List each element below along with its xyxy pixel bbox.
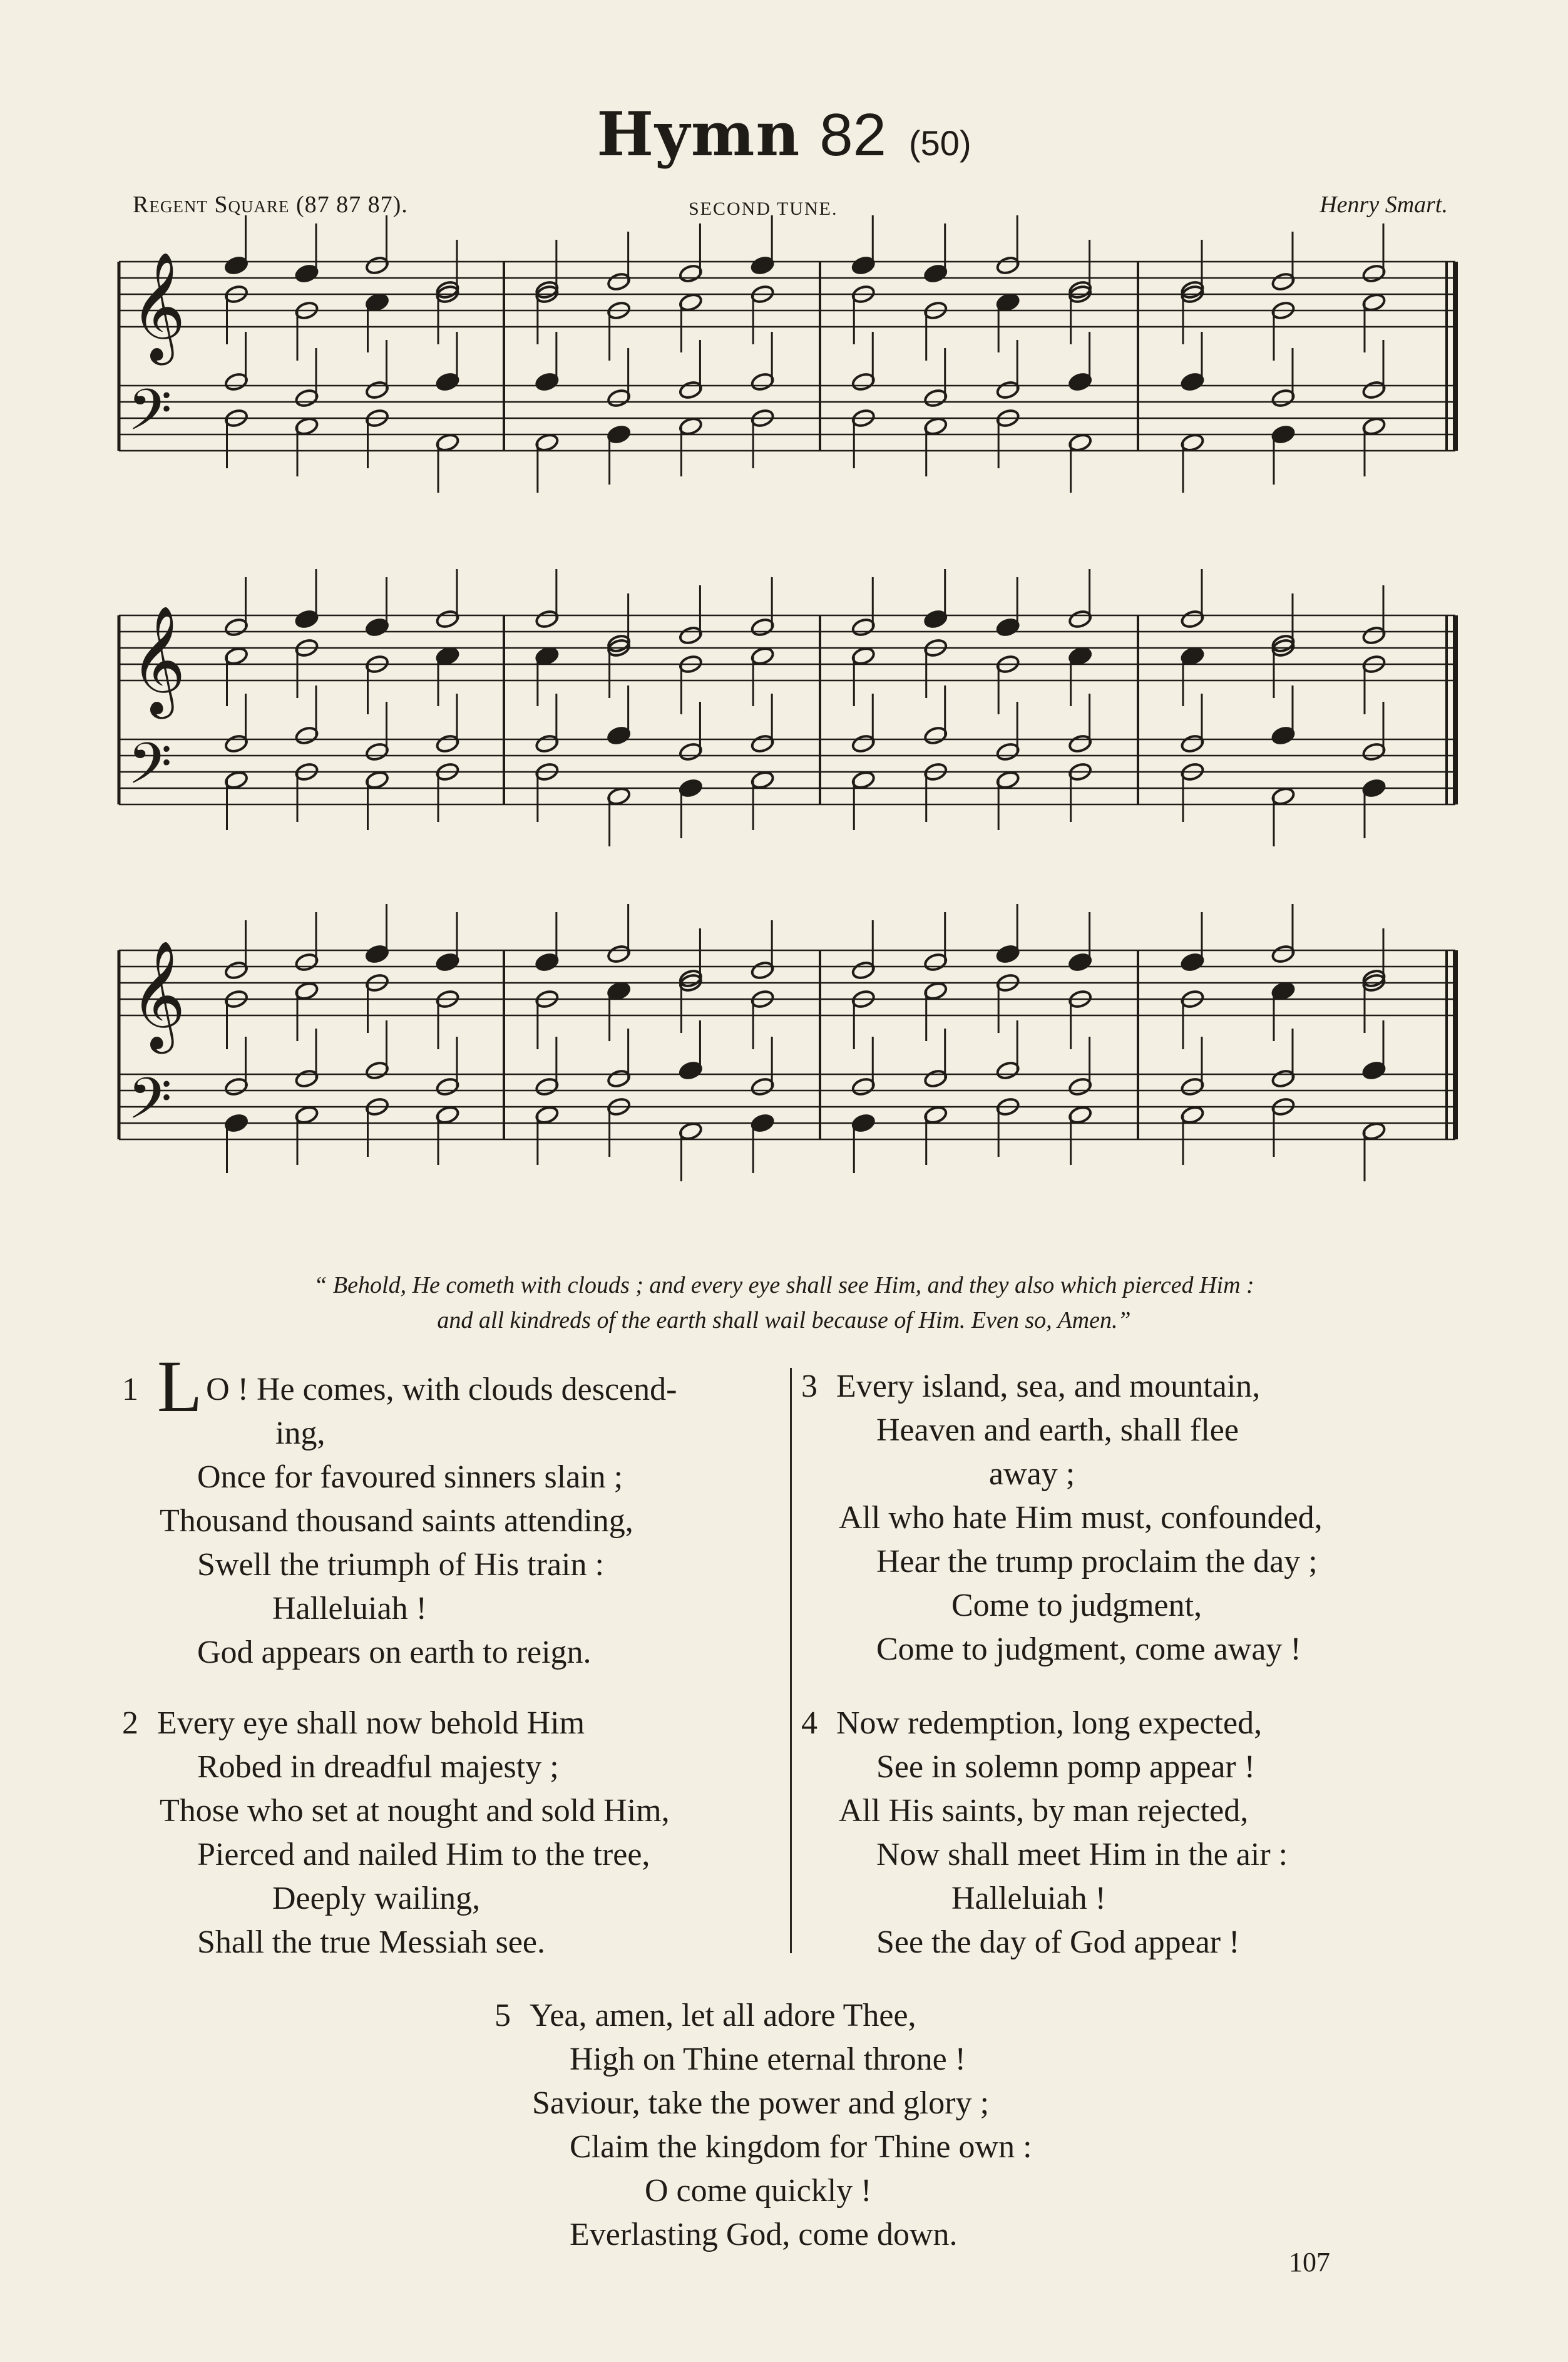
verse-line: Every island, sea, and mountain, xyxy=(836,1368,1261,1404)
alternate-number: (50) xyxy=(909,123,971,163)
verse-line: Pierced and nailed Him to the tree, xyxy=(197,1837,650,1872)
verse-line: O ! He comes, with clouds descend- xyxy=(206,1372,677,1407)
verse-line: away ; xyxy=(989,1456,1075,1492)
scripture-line-1: “ Behold, He cometh with clouds ; and every eye shall see Him, and they also which pierced Him : xyxy=(314,1272,1254,1298)
verse-line: See the day of God appear ! xyxy=(876,1924,1240,1960)
verse-2 xyxy=(122,1702,670,1964)
verse-line: Halleluiah ! xyxy=(951,1881,1106,1916)
verse-line: Swell the triumph of His train : xyxy=(197,1547,604,1583)
verse-line: ing, xyxy=(275,1415,325,1451)
verse-line: See in solemn pomp appear ! xyxy=(876,1749,1256,1785)
drop-cap: L xyxy=(157,1345,203,1427)
verse-line: Come to judgment, xyxy=(951,1588,1202,1623)
verse-line: Yea, amen, let all adore Thee, xyxy=(530,1998,916,2033)
verse-line: Shall the true Messiah see. xyxy=(197,1924,545,1960)
verse-line: Saviour, take the power and glory ; xyxy=(532,2085,990,2121)
verse-line: Everlasting God, come down. xyxy=(570,2217,958,2252)
verse-number: 2 xyxy=(122,1705,138,1741)
verse-line: Once for favoured sinners slain ; xyxy=(197,1459,623,1495)
treble-clef-icon: 𝄞 xyxy=(130,605,186,714)
page-number: 107 xyxy=(1289,2247,1330,2277)
verse-line: Now shall meet Him in the air : xyxy=(876,1837,1288,1872)
tune-note: SECOND TUNE. xyxy=(689,198,838,219)
verse-line: God appears on earth to reign. xyxy=(197,1635,592,1670)
verse-line: Now redemption, long expected, xyxy=(836,1705,1263,1741)
scripture-line-2: and all kindreds of the earth shall wail because of Him. Even so, Amen.” xyxy=(437,1307,1131,1333)
composer: Henry Smart. xyxy=(1319,192,1448,218)
verse-number: 1 xyxy=(122,1372,138,1407)
verse-line: Those who set at nought and sold Him, xyxy=(160,1793,670,1829)
verse-number: 4 xyxy=(801,1705,817,1741)
verse-line: Every eye shall now behold Him xyxy=(157,1705,585,1741)
verse-line: Halleluiah ! xyxy=(272,1591,427,1626)
verse-line: Deeply wailing, xyxy=(272,1881,481,1916)
verse-line: Thousand thousand saints attending, xyxy=(160,1503,633,1539)
verse-1 xyxy=(122,1345,677,1675)
hymn-number: 82 xyxy=(819,101,887,168)
verse-line: O come quickly ! xyxy=(645,2173,872,2209)
bass-clef-icon: 𝄢 xyxy=(128,731,172,811)
verse-5 xyxy=(494,1994,1032,2257)
verse-number: 3 xyxy=(801,1368,817,1404)
verse-line: Hear the trump proclaim the day ; xyxy=(876,1544,1318,1579)
verse-line: Claim the kingdom for Thine own : xyxy=(570,2129,1032,2165)
treble-clef-icon: 𝄞 xyxy=(130,252,186,361)
verse-number: 5 xyxy=(494,1998,511,2033)
verse-4 xyxy=(801,1702,1288,1964)
tune-name: Regent Square (87 87 87). xyxy=(133,192,408,218)
verse-line: All His saints, by man rejected, xyxy=(839,1793,1249,1829)
bass-clef-icon: 𝄢 xyxy=(128,1065,172,1146)
treble-clef-icon: 𝄞 xyxy=(130,940,186,1049)
bass-clef-icon: 𝄢 xyxy=(128,377,172,457)
verse-3 xyxy=(801,1365,1323,1671)
verse-line: High on Thine eternal throne ! xyxy=(570,2041,966,2077)
verse-line: All who hate Him must, confounded, xyxy=(839,1500,1323,1536)
scripture-quote xyxy=(0,1268,1568,1338)
hymn-word: Hymn xyxy=(597,99,801,170)
verse-line: Come to judgment, come away ! xyxy=(876,1631,1301,1667)
verse-line: Heaven and earth, shall flee xyxy=(876,1412,1239,1448)
verse-line: Robed in dreadful majesty ; xyxy=(197,1749,559,1785)
column-divider xyxy=(790,1368,792,1953)
